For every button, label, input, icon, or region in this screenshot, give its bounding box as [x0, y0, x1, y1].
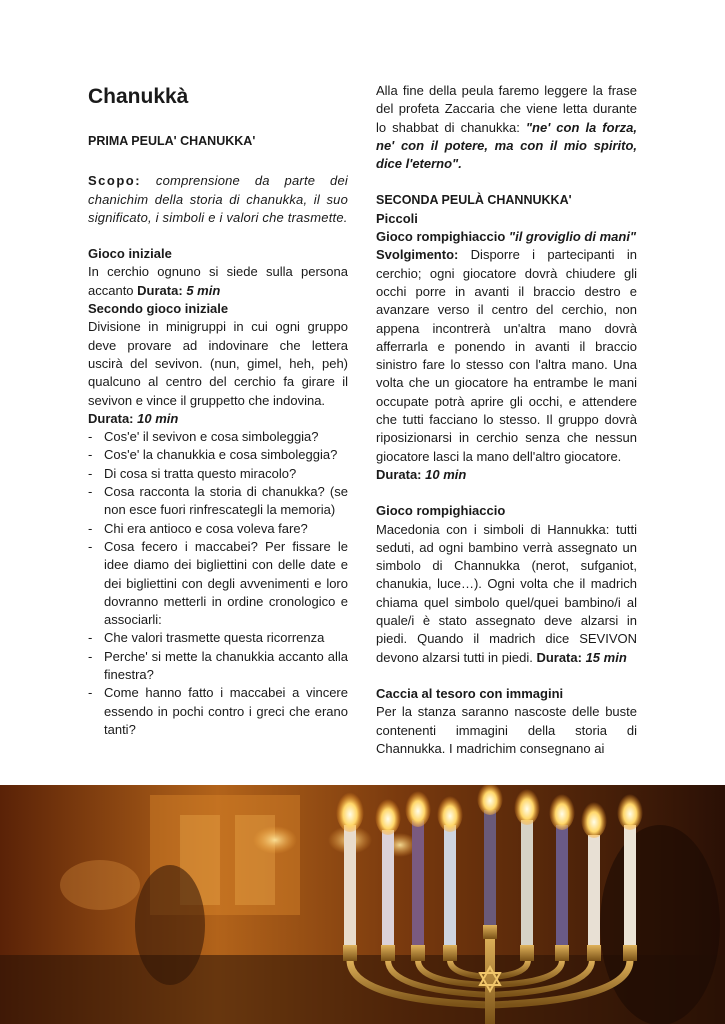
- intro-quote: "ne' con la forza, ne' con il potere, ma con il mio spirito, dice l'eterno".: [376, 119, 637, 172]
- gioco1-text: In cerchio ognuno si siede sulla persona accanto: [88, 264, 348, 298]
- rompi1-heading: [376, 228, 637, 246]
- list-item: - Come hanno fatto i maccabei a vincere essendo in pochi contro i greci che erano tanti?: [88, 684, 348, 739]
- durata2-label: Durata:: [536, 649, 582, 665]
- durata2-value: 15 min: [585, 649, 627, 665]
- intro-paragraph: [376, 82, 637, 173]
- svolgimento-paragraph: [376, 246, 637, 466]
- candles: [336, 785, 643, 961]
- list-item: - Cosa racconta la storia di chanukka? (se non esce fuori rinfrescategli la memoria): [88, 483, 348, 520]
- gioco2-text: Divisione in minigruppi in cui ogni gruppo deve provare ad indovinare che lettera uscirà del sevivon. (nun, gimel, heh, peh) qualcuno al centro del cerchio fa girare il sevivon e vince il gruppetto che indovina.: [88, 319, 348, 408]
- menorah-photo: [0, 785, 725, 1024]
- rompi2-paragraph: [376, 521, 637, 667]
- left-column: [88, 76, 348, 739]
- scopo-label: Scopo:: [88, 173, 142, 189]
- gioco2-title: Secondo gioco iniziale: [88, 301, 229, 317]
- scopo-paragraph: [88, 172, 348, 227]
- piccoli-label: Piccoli: [376, 210, 418, 226]
- svolgimento-label: Svolgimento:: [376, 247, 459, 263]
- questions-list: [88, 428, 348, 739]
- durata1-label: Durata:: [376, 466, 422, 482]
- rompi1-title: Gioco rompighiaccio: [376, 229, 506, 245]
- peula2-heading: SECONDA PEULÀ CHANNUKKA': [376, 193, 572, 208]
- menorah-image: [0, 785, 725, 1024]
- rompi2-title: Gioco rompighiaccio: [376, 503, 506, 519]
- gioco1-durata-label: Durata:: [137, 282, 183, 298]
- caccia-text: Per la stanza saranno nascoste delle buste contenenti immagini della storia di Channukka. I madrichim consegnano ai: [376, 704, 637, 756]
- right-column: [376, 82, 637, 758]
- list-item: - Chi era antioco e cosa voleva fare?: [88, 520, 348, 538]
- gioco2-durata-value: 10 min: [137, 410, 179, 426]
- page-title: Chanukkà: [88, 85, 189, 108]
- list-item: - Che valori trasmette questa ricorrenza: [88, 629, 348, 647]
- peula1-heading: PRIMA PEULA' CHANUKKA': [88, 134, 256, 148]
- list-item: - Perche' si mette la chanukkia accanto alla finestra?: [88, 648, 348, 685]
- list-item: - Cos'e' la chanukkia e cosa simboleggia?: [88, 446, 348, 464]
- durata1: [376, 466, 637, 484]
- gioco1-durata-value: 5 min: [186, 282, 221, 298]
- rompi2-text: Macedonia con i simboli di Hannukka: tutti seduti, ad ogni bambino verrà assegnato un simbolo di Channukka (nerot, sufganiot, chanukia, luce…). Ogni volta che il madrich chiama quel simbolo quel/quei bambino/i al quale/i è stato assegnato deve alzarsi in piedi. Quando il madrich dice SEVIVON devono alzarsi tutti in piedi.: [376, 521, 637, 665]
- list-item: - Di cosa si tratta questo miracolo?: [88, 465, 348, 483]
- gioco2-durata-label: Durata:: [88, 410, 134, 426]
- gioco1-paragraph: [88, 263, 348, 300]
- svolgimento-text: Disporre i partecipanti in cerchio; ogni giocatore dovrà chiudere gli occhi porre in avanti il braccio destro e avanzare verso il centro del cerchio, non appena incontrerà un'altra mano dovrà afferrarla e ponendo in avanti il braccio sinistro fare lo stesso con l'altra mano. Una volta che un giocatore ha entrambe le mani occupate potrà aprire gli occhi, e attendere che tutti facciano lo stesso. Il gruppo dovrà riposizionarsi in cerchio senza che nessun giocatore lasci la mano dell'altro giocatore.: [376, 247, 637, 464]
- rompi1-subtitle: "il groviglio di mani": [508, 229, 637, 245]
- list-item: - Cos'e' il sevivon e cosa simboleggia?: [88, 428, 348, 446]
- intro-text: Alla fine della peula faremo leggere la frase del profeta Zaccaria che viene letta durante lo shabbat di chanukka:: [376, 83, 637, 135]
- durata1-value: 10 min: [425, 466, 467, 482]
- gioco1-title: Gioco iniziale: [88, 246, 172, 262]
- caccia-title: Caccia al tesoro con immagini: [376, 685, 564, 701]
- gioco2-durata: [88, 410, 348, 428]
- scopo-text: comprensione da parte dei chanichim della storia di chanukka, il suo significato, i simboli e i valori che trasmette.: [88, 173, 348, 225]
- list-item: - Cosa fecero i maccabei? Per fissare le idee diamo dei bigliettini con delle date e dei bigliettini con degli avvenimenti e loro dovranno metterli in ordine cronologico e associarli:: [88, 538, 348, 629]
